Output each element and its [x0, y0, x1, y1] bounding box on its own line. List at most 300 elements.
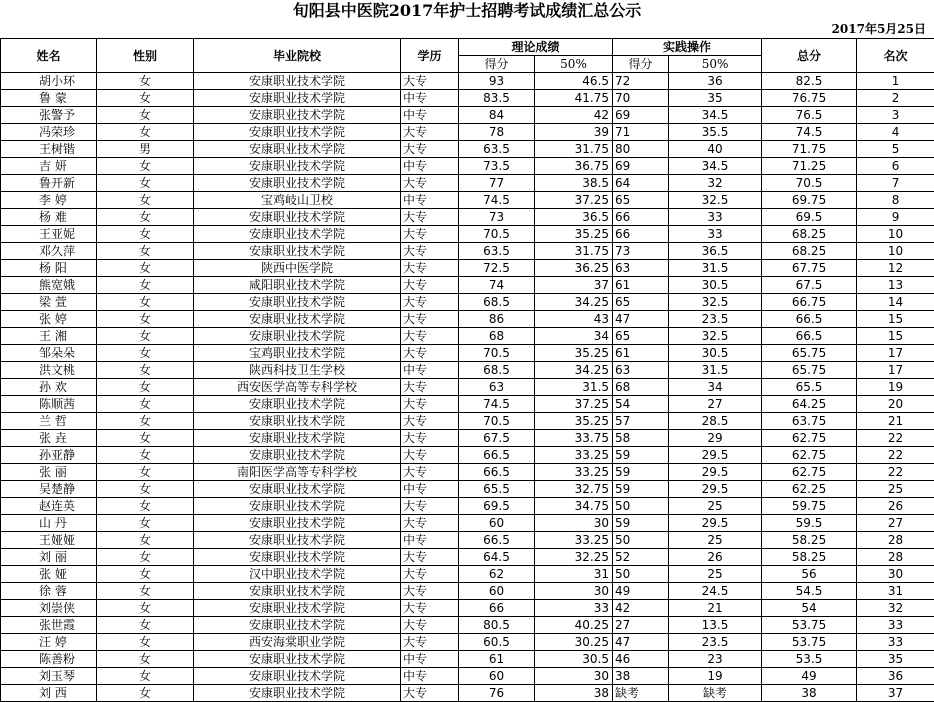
school-cell: 安康职业技术学院: [194, 311, 401, 328]
col-header-name: 姓名: [1, 39, 97, 73]
name-cell: 王亚妮: [1, 226, 97, 243]
theory-half-cell: 33.25: [535, 532, 613, 549]
theory-score-cell: 74: [459, 277, 535, 294]
practice-score-cell: 80: [613, 141, 669, 158]
name-cell: 刘 西: [1, 685, 97, 702]
education-cell: 中专: [401, 192, 459, 209]
education-cell: 大专: [401, 311, 459, 328]
gender-cell: 女: [97, 668, 194, 685]
gender-cell: 女: [97, 362, 194, 379]
school-cell: 安康职业技术学院: [194, 73, 401, 90]
col-header-theory: 理论成绩: [459, 39, 613, 56]
practice-score-cell: 64: [613, 175, 669, 192]
theory-half-cell: 39: [535, 124, 613, 141]
col-header-practice-score: 得分: [613, 56, 669, 73]
practice-half-cell: 34: [669, 379, 762, 396]
theory-half-cell: 31.5: [535, 379, 613, 396]
practice-score-cell: 61: [613, 345, 669, 362]
total-cell: 62.25: [762, 481, 857, 498]
total-cell: 62.75: [762, 430, 857, 447]
rank-cell: 5: [857, 141, 934, 158]
gender-cell: 男: [97, 141, 194, 158]
education-cell: 大专: [401, 260, 459, 277]
school-cell: 安康职业技术学院: [194, 243, 401, 260]
gender-cell: 女: [97, 175, 194, 192]
theory-half-cell: 34.75: [535, 498, 613, 515]
table-row: [1, 362, 934, 379]
name-cell: 兰 哲: [1, 413, 97, 430]
theory-score-cell: 65.5: [459, 481, 535, 498]
theory-score-cell: 64.5: [459, 549, 535, 566]
gender-cell: 女: [97, 549, 194, 566]
theory-score-cell: 66.5: [459, 464, 535, 481]
practice-score-cell: 61: [613, 277, 669, 294]
theory-half-cell: 31: [535, 566, 613, 583]
gender-cell: 女: [97, 447, 194, 464]
theory-score-cell: 69.5: [459, 498, 535, 515]
gender-cell: 女: [97, 532, 194, 549]
rank-cell: 8: [857, 192, 934, 209]
gender-cell: 女: [97, 566, 194, 583]
education-cell: 大专: [401, 379, 459, 396]
rank-cell: 33: [857, 634, 934, 651]
practice-half-cell: 34.5: [669, 158, 762, 175]
practice-score-cell: 63: [613, 362, 669, 379]
theory-half-cell: 38.5: [535, 175, 613, 192]
gender-cell: 女: [97, 685, 194, 702]
gender-cell: 女: [97, 73, 194, 90]
table-row: [1, 124, 934, 141]
name-cell: 汪 婷: [1, 634, 97, 651]
total-cell: 54.5: [762, 583, 857, 600]
rank-cell: 25: [857, 481, 934, 498]
total-cell: 67.5: [762, 277, 857, 294]
name-cell: 陈顺茜: [1, 396, 97, 413]
practice-half-cell: 36: [669, 73, 762, 90]
theory-score-cell: 66.5: [459, 447, 535, 464]
gender-cell: 女: [97, 464, 194, 481]
practice-half-cell: 24.5: [669, 583, 762, 600]
gender-cell: 女: [97, 617, 194, 634]
gender-cell: 女: [97, 515, 194, 532]
total-cell: 76.75: [762, 90, 857, 107]
education-cell: 中专: [401, 481, 459, 498]
total-cell: 65.75: [762, 362, 857, 379]
total-cell: 66.75: [762, 294, 857, 311]
education-cell: 大专: [401, 566, 459, 583]
name-cell: 李 婷: [1, 192, 97, 209]
theory-score-cell: 67.5: [459, 430, 535, 447]
practice-score-cell: 73: [613, 243, 669, 260]
education-cell: 大专: [401, 277, 459, 294]
school-cell: 咸阳职业技术学院: [194, 277, 401, 294]
col-header-theory-half: 50%: [535, 56, 613, 73]
table-row: [1, 634, 934, 651]
education-cell: 大专: [401, 226, 459, 243]
practice-half-cell: 25: [669, 498, 762, 515]
practice-score-cell: 65: [613, 328, 669, 345]
name-cell: 孙亚静: [1, 447, 97, 464]
gender-cell: 女: [97, 226, 194, 243]
gender-cell: 女: [97, 379, 194, 396]
rank-cell: 28: [857, 549, 934, 566]
rank-cell: 35: [857, 651, 934, 668]
rank-cell: 12: [857, 260, 934, 277]
rank-cell: 27: [857, 515, 934, 532]
name-cell: 洪文桃: [1, 362, 97, 379]
practice-half-cell: 31.5: [669, 260, 762, 277]
gender-cell: 女: [97, 107, 194, 124]
school-cell: 安康职业技术学院: [194, 413, 401, 430]
gender-cell: 女: [97, 345, 194, 362]
theory-half-cell: 36.75: [535, 158, 613, 175]
name-cell: 王娅娅: [1, 532, 97, 549]
theory-half-cell: 38: [535, 685, 613, 702]
name-cell: 张警予: [1, 107, 97, 124]
school-cell: 安康职业技术学院: [194, 328, 401, 345]
theory-score-cell: 78: [459, 124, 535, 141]
education-cell: 中专: [401, 158, 459, 175]
total-cell: 38: [762, 685, 857, 702]
education-cell: 大专: [401, 430, 459, 447]
theory-score-cell: 86: [459, 311, 535, 328]
gender-cell: 女: [97, 277, 194, 294]
gender-cell: 女: [97, 311, 194, 328]
school-cell: 安康职业技术学院: [194, 175, 401, 192]
gender-cell: 女: [97, 413, 194, 430]
rank-cell: 30: [857, 566, 934, 583]
table-row: [1, 668, 934, 685]
col-header-theory-score: 得分: [459, 56, 535, 73]
theory-half-cell: 37.25: [535, 396, 613, 413]
name-cell: 邹朵朵: [1, 345, 97, 362]
practice-half-cell: 23.5: [669, 311, 762, 328]
education-cell: 大专: [401, 685, 459, 702]
name-cell: 赵连英: [1, 498, 97, 515]
practice-score-cell: 69: [613, 107, 669, 124]
gender-cell: 女: [97, 260, 194, 277]
theory-half-cell: 35.25: [535, 226, 613, 243]
col-header-education: 学历: [401, 39, 459, 73]
total-cell: 70.5: [762, 175, 857, 192]
gender-cell: 女: [97, 192, 194, 209]
theory-score-cell: 83.5: [459, 90, 535, 107]
practice-half-cell: 30.5: [669, 345, 762, 362]
table-row: [1, 328, 934, 345]
table-row: [1, 498, 934, 515]
theory-half-cell: 32.75: [535, 481, 613, 498]
practice-score-cell: 38: [613, 668, 669, 685]
rank-cell: 15: [857, 328, 934, 345]
theory-half-cell: 40.25: [535, 617, 613, 634]
gender-cell: 女: [97, 481, 194, 498]
practice-half-cell: 29: [669, 430, 762, 447]
practice-score-cell: 46: [613, 651, 669, 668]
total-cell: 69.75: [762, 192, 857, 209]
practice-score-cell: 69: [613, 158, 669, 175]
education-cell: 大专: [401, 294, 459, 311]
practice-score-cell: 59: [613, 481, 669, 498]
table-row: [1, 583, 934, 600]
table-row: [1, 600, 934, 617]
school-cell: 安康职业技术学院: [194, 651, 401, 668]
practice-half-cell: 32.5: [669, 328, 762, 345]
gender-cell: 女: [97, 396, 194, 413]
education-cell: 大专: [401, 243, 459, 260]
name-cell: 陈善粉: [1, 651, 97, 668]
school-cell: 宝鸡岐山卫校: [194, 192, 401, 209]
theory-score-cell: 70.5: [459, 345, 535, 362]
name-cell: 孙 欢: [1, 379, 97, 396]
name-cell: 杨 阳: [1, 260, 97, 277]
name-cell: 吉 妍: [1, 158, 97, 175]
practice-score-cell: 54: [613, 396, 669, 413]
practice-half-cell: 33: [669, 226, 762, 243]
gender-cell: 女: [97, 328, 194, 345]
practice-score-cell: 58: [613, 430, 669, 447]
school-cell: 安康职业技术学院: [194, 396, 401, 413]
theory-half-cell: 37: [535, 277, 613, 294]
theory-score-cell: 60: [459, 668, 535, 685]
rank-cell: 26: [857, 498, 934, 515]
name-cell: 冯荣珍: [1, 124, 97, 141]
school-cell: 安康职业技术学院: [194, 685, 401, 702]
rank-cell: 3: [857, 107, 934, 124]
school-cell: 安康职业技术学院: [194, 90, 401, 107]
theory-score-cell: 76: [459, 685, 535, 702]
total-cell: 62.75: [762, 464, 857, 481]
total-cell: 71.75: [762, 141, 857, 158]
education-cell: 中专: [401, 107, 459, 124]
rank-cell: 15: [857, 311, 934, 328]
theory-half-cell: 33.25: [535, 464, 613, 481]
practice-score-cell: 50: [613, 566, 669, 583]
practice-half-cell: 29.5: [669, 515, 762, 532]
theory-score-cell: 60: [459, 583, 535, 600]
gender-cell: 女: [97, 209, 194, 226]
total-cell: 62.75: [762, 447, 857, 464]
theory-score-cell: 60: [459, 515, 535, 532]
theory-half-cell: 31.75: [535, 141, 613, 158]
rank-cell: 21: [857, 413, 934, 430]
theory-score-cell: 74.5: [459, 396, 535, 413]
name-cell: 张 垚: [1, 430, 97, 447]
education-cell: 大专: [401, 141, 459, 158]
rank-cell: 4: [857, 124, 934, 141]
name-cell: 熊宽娥: [1, 277, 97, 294]
total-cell: 71.25: [762, 158, 857, 175]
practice-score-cell: 66: [613, 226, 669, 243]
school-cell: 西安医学高等专科学校: [194, 379, 401, 396]
practice-half-cell: 23: [669, 651, 762, 668]
rank-cell: 32: [857, 600, 934, 617]
school-cell: 宝鸡职业技术学院: [194, 345, 401, 362]
theory-score-cell: 63: [459, 379, 535, 396]
rank-cell: 28: [857, 532, 934, 549]
header-row: [1, 39, 934, 56]
school-cell: 安康职业技术学院: [194, 430, 401, 447]
education-cell: 中专: [401, 668, 459, 685]
publish-date: 2017年5月25日: [832, 21, 926, 37]
theory-score-cell: 77: [459, 175, 535, 192]
theory-score-cell: 68: [459, 328, 535, 345]
practice-score-cell: 50: [613, 498, 669, 515]
rank-cell: 14: [857, 294, 934, 311]
education-cell: 大专: [401, 209, 459, 226]
col-header-practice-half: 50%: [669, 56, 762, 73]
practice-half-cell: 32: [669, 175, 762, 192]
score-table: [0, 38, 934, 702]
total-cell: 76.5: [762, 107, 857, 124]
theory-half-cell: 30: [535, 515, 613, 532]
theory-half-cell: 41.75: [535, 90, 613, 107]
gender-cell: 女: [97, 498, 194, 515]
theory-half-cell: 33.25: [535, 447, 613, 464]
theory-score-cell: 63.5: [459, 243, 535, 260]
theory-half-cell: 33.75: [535, 430, 613, 447]
total-cell: 53.75: [762, 617, 857, 634]
name-cell: 张 丽: [1, 464, 97, 481]
name-cell: 胡小环: [1, 73, 97, 90]
name-cell: 张世霞: [1, 617, 97, 634]
school-cell: 南阳医学高等专科学校: [194, 464, 401, 481]
table-row: [1, 617, 934, 634]
page-title: 旬阳县中医院2017年护士招聘考试成绩汇总公示: [0, 0, 934, 22]
school-cell: 陕西科技卫生学校: [194, 362, 401, 379]
school-cell: 安康职业技术学院: [194, 158, 401, 175]
theory-score-cell: 68.5: [459, 294, 535, 311]
school-cell: 安康职业技术学院: [194, 600, 401, 617]
school-cell: 陕西中医学院: [194, 260, 401, 277]
total-cell: 53.5: [762, 651, 857, 668]
theory-half-cell: 35.25: [535, 345, 613, 362]
school-cell: 安康职业技术学院: [194, 447, 401, 464]
name-cell: 刘玉琴: [1, 668, 97, 685]
education-cell: 大专: [401, 73, 459, 90]
theory-half-cell: 33: [535, 600, 613, 617]
total-cell: 59.5: [762, 515, 857, 532]
practice-score-cell: 66: [613, 209, 669, 226]
education-cell: 大专: [401, 583, 459, 600]
practice-score-cell: 缺考: [613, 685, 669, 702]
practice-half-cell: 21: [669, 600, 762, 617]
table-row: [1, 549, 934, 566]
table-row: [1, 226, 934, 243]
theory-score-cell: 62: [459, 566, 535, 583]
col-header-total: 总分: [762, 39, 857, 73]
education-cell: 大专: [401, 124, 459, 141]
gender-cell: 女: [97, 243, 194, 260]
theory-score-cell: 66: [459, 600, 535, 617]
theory-half-cell: 46.5: [535, 73, 613, 90]
table-row: [1, 294, 934, 311]
name-cell: 刘 丽: [1, 549, 97, 566]
theory-score-cell: 73: [459, 209, 535, 226]
school-cell: 安康职业技术学院: [194, 549, 401, 566]
theory-half-cell: 30: [535, 583, 613, 600]
col-header-practice: 实践操作: [613, 39, 762, 56]
gender-cell: 女: [97, 90, 194, 107]
rank-cell: 22: [857, 430, 934, 447]
gender-cell: 女: [97, 124, 194, 141]
theory-score-cell: 70.5: [459, 413, 535, 430]
rank-cell: 31: [857, 583, 934, 600]
education-cell: 大专: [401, 328, 459, 345]
school-cell: 安康职业技术学院: [194, 294, 401, 311]
school-cell: 安康职业技术学院: [194, 515, 401, 532]
school-cell: 安康职业技术学院: [194, 668, 401, 685]
name-cell: 杨 难: [1, 209, 97, 226]
table-row: [1, 107, 934, 124]
school-cell: 安康职业技术学院: [194, 107, 401, 124]
practice-half-cell: 26: [669, 549, 762, 566]
gender-cell: 女: [97, 583, 194, 600]
practice-score-cell: 50: [613, 532, 669, 549]
name-cell: 徐 蓉: [1, 583, 97, 600]
practice-half-cell: 34.5: [669, 107, 762, 124]
theory-score-cell: 93: [459, 73, 535, 90]
practice-half-cell: 27: [669, 396, 762, 413]
name-cell: 吴楚静: [1, 481, 97, 498]
rank-cell: 10: [857, 226, 934, 243]
practice-score-cell: 65: [613, 192, 669, 209]
table-row: [1, 73, 934, 90]
education-cell: 大专: [401, 617, 459, 634]
table-row: [1, 413, 934, 430]
total-cell: 58.25: [762, 549, 857, 566]
rank-cell: 6: [857, 158, 934, 175]
rank-cell: 9: [857, 209, 934, 226]
rank-cell: 13: [857, 277, 934, 294]
practice-score-cell: 27: [613, 617, 669, 634]
practice-score-cell: 65: [613, 294, 669, 311]
table-row: [1, 141, 934, 158]
practice-score-cell: 59: [613, 515, 669, 532]
education-cell: 大专: [401, 498, 459, 515]
total-cell: 69.5: [762, 209, 857, 226]
total-cell: 68.25: [762, 243, 857, 260]
theory-half-cell: 34.25: [535, 362, 613, 379]
school-cell: 安康职业技术学院: [194, 532, 401, 549]
education-cell: 大专: [401, 464, 459, 481]
practice-half-cell: 缺考: [669, 685, 762, 702]
practice-half-cell: 25: [669, 566, 762, 583]
name-cell: 邓久萍: [1, 243, 97, 260]
practice-half-cell: 30.5: [669, 277, 762, 294]
school-cell: 西安海棠职业学院: [194, 634, 401, 651]
name-cell: 鲁开新: [1, 175, 97, 192]
practice-score-cell: 47: [613, 311, 669, 328]
table-row: [1, 209, 934, 226]
education-cell: 大专: [401, 447, 459, 464]
table-row: [1, 515, 934, 532]
table-row: [1, 311, 934, 328]
table-row: [1, 243, 934, 260]
theory-half-cell: 34.25: [535, 294, 613, 311]
education-cell: 大专: [401, 175, 459, 192]
gender-cell: 女: [97, 430, 194, 447]
rank-cell: 20: [857, 396, 934, 413]
practice-score-cell: 70: [613, 90, 669, 107]
total-cell: 53.75: [762, 634, 857, 651]
total-cell: 64.25: [762, 396, 857, 413]
theory-half-cell: 37.25: [535, 192, 613, 209]
col-header-gender: 性别: [97, 39, 194, 73]
table-row: [1, 90, 934, 107]
theory-score-cell: 84: [459, 107, 535, 124]
total-cell: 56: [762, 566, 857, 583]
practice-half-cell: 32.5: [669, 294, 762, 311]
